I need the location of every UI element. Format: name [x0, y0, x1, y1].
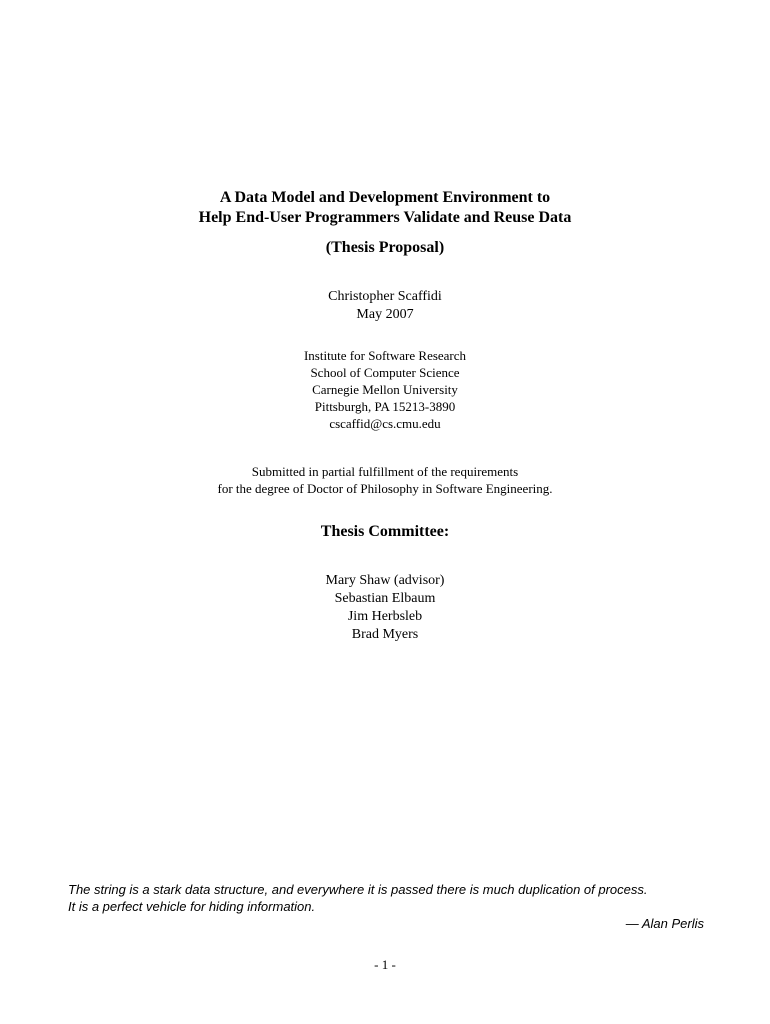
affiliation-institute: Institute for Software Research [303, 348, 467, 363]
title-line-2: Help End-User Programmers Validate and Reuse Data [198, 209, 572, 226]
quote-attribution: — Alan Perlis [625, 916, 704, 931]
document-subtitle: (Thesis Proposal) [325, 239, 445, 256]
committee-heading: Thesis Committee: [320, 523, 450, 540]
committee-member: Brad Myers [351, 627, 419, 642]
affiliation-address: Pittsburgh, PA 15213-3890 [314, 399, 456, 414]
committee-member: Jim Herbsleb [347, 609, 423, 624]
committee-member: Sebastian Elbaum [334, 591, 436, 606]
author-date: May 2007 [356, 307, 414, 322]
author-name: Christopher Scaffidi [328, 289, 442, 304]
quote-line-1: The string is a stark data structure, and everywhere it is passed there is much duplication of process. [68, 882, 648, 897]
affiliation [0, 347, 770, 432]
affiliation-university: Carnegie Mellon University [312, 382, 458, 397]
quote-line-2: It is a perfect vehicle for hiding information. [68, 899, 316, 914]
epigraph-quote [68, 881, 704, 932]
author-info [0, 288, 770, 324]
affiliation-email: cscaffid@cs.cmu.edu [329, 416, 441, 431]
submission-line-2: for the degree of Doctor of Philosophy in Software Engineering. [217, 481, 553, 496]
submission-statement [0, 463, 770, 497]
submission-line-1: Submitted in partial fulfillment of the requirements [251, 464, 519, 479]
page-number: - 1 - [374, 957, 396, 972]
affiliation-school: School of Computer Science [310, 365, 460, 380]
document-title [0, 188, 770, 228]
committee-list [0, 572, 770, 644]
committee-member: Mary Shaw (advisor) [325, 573, 445, 588]
title-line-1: A Data Model and Development Environment to [219, 189, 551, 206]
